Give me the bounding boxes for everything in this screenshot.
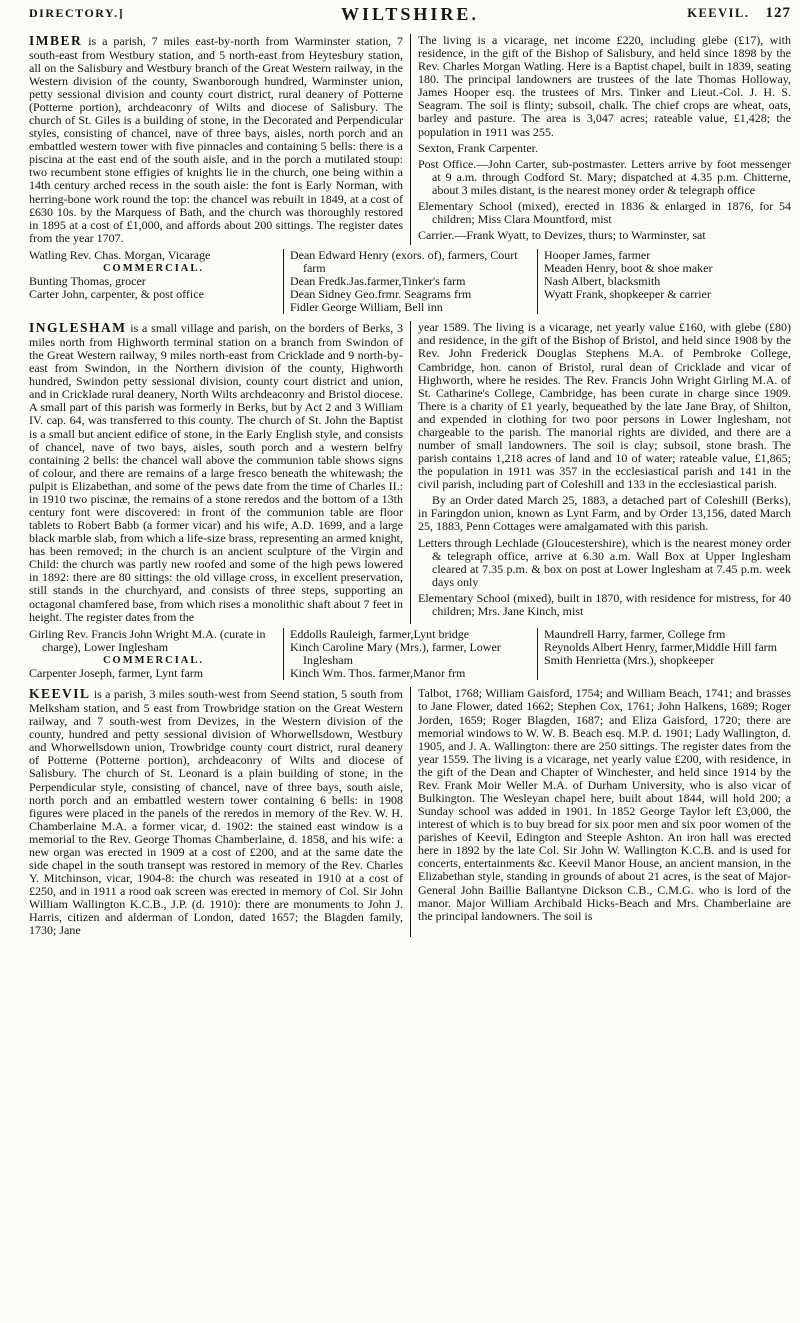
listing-column — [29, 628, 283, 681]
listing-entry: Hooper James, farmer — [543, 247, 651, 262]
listing-column — [283, 628, 537, 681]
header-parish-name: KEEVIL. — [687, 6, 750, 20]
listing-entry: Meaden Henry, boot & shoe maker — [543, 260, 713, 275]
left-column — [29, 34, 410, 245]
right-column — [410, 687, 791, 937]
hang-paragraph: Post Office.—John Carter, sub-postmaster. Letters arrive by foot messenger at 9 a.m. through Codford St. Mary; dispatched at 4.35 p.m. Chitterne, about 3 miles distant, is the nearest money order & telegraph office — [418, 156, 791, 197]
section-lead-word: INGLESHAM — [29, 320, 127, 336]
paragraph-text: is a parish, 7 miles east-by-north from Warminster station, 7 south-east from Westbury station, and 5 north-east from Heytesbury station, all on the Salisbury and Westbury branch of the Great Western railway, in the Western division of the county, Swanborough hundred, Warminster union, petty sessional division and county court district, rural deanery of Potterne (Potterne portion), archdeaconry of Wilts and diocese of Salisbury. The church of St. Giles is a building of stone, in the Decorated and Perpendicular styles, consisting of chancel, nave of three bays, aisles, north porch and an embattled western tower with five pinnacles and containing 5 bells: there is a piscina at the east end of the south aisle, and in the porch a mutilated stoup: two recumbent stone effigies of knights lie in the church, one being within a 14th century arched recess in the south aisle: the font is Early Norman, with herring-bone work round the top: the chancel was rebuilt in 1849, at a cost of £630 10s. by the Marquess of Bath, and the church was thoroughly restored in 1895 at a cost of £1,000, and affords about 200 sittings. The register dates from the year 1707. — [29, 34, 403, 245]
hang-paragraph: Carrier.—Frank Wyatt, to Devizes, thurs; to Warminster, sat — [418, 228, 706, 243]
listing-entry: Carter John, carpenter, & post office — [29, 287, 204, 302]
section-text-columns — [29, 687, 791, 937]
flow-paragraph: The living is a vicarage, net income £220, including glebe (£17), with residence, in the gift of the Bishop of Salisbury, and held since 1898 by the Rev. Charles Morgan Watling. Here is a Baptist chapel, built in 1839, seating 180. The principal landowners are trustees of the late Thomas Holloway, James Hooper esq. the trustees of Mrs. Tinker and Lieut.-Col. J. H. S. Seagram. The soil is flinty; subsoil, chalk. The chief crops are wheat, oats, barley and pasture. The area is 3,047 acres; rateable value, £1,428; the population in 1911 was 255. — [418, 33, 791, 139]
listing-entry: Kinch Wm. Thos. farmer,Manor frm — [289, 665, 466, 680]
residents-listing — [29, 628, 791, 681]
section-lead-word: KEEVIL — [29, 686, 91, 702]
commercial-heading: COMMERCIAL. — [102, 654, 205, 666]
paragraph-text: is a parish, 3 miles south-west from Seend station, 5 south from Melksham station, and 5 east from Trowbridge station on the Great Western railway, and 7 south-west from Devizes, in the Western division of the county, hundred and petty sessional division of Whorwellsdown, Westbury and Whorwellsdown union, Trowbridge county court district, rural deanery of Potterne (Potterne portion), archdeaconry of Wilts and diocese of Salisbury. The church of St. Leonard is a plain building of stone, in the Perpendicular style, consisting of chancel, nave of three bays, south aisle, north porch and an embattled western tower containing 6 bells: in 1908 figures were placed in the panels of the reredos in memory of the Rev. W. H. Chamberlaine M.A. a former vicar, d. 1902: the stained east window is a memorial to the Rev. George Thomas Chamberlaine, d. 1858, and his wife: a new organ was erected in 1909 at a cost of £200, and at the same date the side chapel in the south transept was restored in memory of the Rev. Charles Y. Mitchinson, vicar, 1904-8: the church was reseated in 1910 at a cost of £250, and in 1911 a rood oak screen was erected in memory of Col. Sir John William Wallington K.C.B., J.P. (d. 1910): there are monuments to John J. Harris, citizen and alderman of London, dated 1657; the Blagden family, 1730; Jane — [29, 687, 403, 938]
right-column — [410, 34, 791, 245]
listing-entry: Smith Henrietta (Mrs.), shopkeeper — [543, 652, 715, 667]
hang-paragraph: Elementary School (mixed), erected in 1836 & enlarged in 1876, for 54 children; Miss Clara Mountford, mist — [418, 198, 791, 227]
residents-listing — [29, 249, 791, 314]
listing-entry: Fidler George William, Bell inn — [289, 300, 443, 315]
commercial-heading: COMMERCIAL. — [102, 262, 205, 274]
header-county-title: WILTSHIRE. — [341, 4, 479, 24]
hang-paragraph: Elementary School (mixed), built in 1870, with residence for mistress, for 40 children; Mrs. Jane Kinch, mist — [418, 590, 791, 618]
listing-entry: Dean Fredk.Jas.farmer,Tinker's farm — [289, 274, 466, 289]
section-text-columns — [29, 34, 791, 245]
hang-paragraph: Letters through Lechlade (Gloucestershire), which is the nearest money order & telegraph office, arrive at 6.30 a.m. Wall Box at Upper Inglesham cleared at 7.35 p.m. & box on post at Lower Inglesham at 7.45 p.m. week days only — [418, 535, 791, 589]
listing-entry: Maundrell Harry, farmer, College frm — [543, 626, 726, 641]
header-parish-and-page — [687, 5, 791, 21]
listing-column — [29, 249, 283, 314]
listing-entry: Carpenter Joseph, farmer, Lynt farm — [29, 666, 204, 681]
flow-paragraph — [29, 321, 403, 623]
section-keevil — [29, 687, 791, 937]
section-inglesham — [29, 321, 791, 680]
listing-entry: Dean Sidney Geo.frmr. Seagrams frm — [289, 287, 472, 302]
page-number: 127 — [765, 5, 791, 21]
right-column — [410, 321, 791, 623]
listing-entry: Reynolds Albert Henry, farmer,Middle Hill farm — [543, 639, 777, 654]
flow-paragraph: Talbot, 1768; William Gaisford, 1754; and William Beach, 1741; and brasses to Jane Flower, dated 1662; Stephen Cox, 1761; John Halkens, 1689; Roger Jorden, 1659; Roger Blagden, 1687; and Eliza Gaisford, 1720; there are memorial windows to W. W. B. Beach esq. M.P. d. 1901; Lady Wallington, d. 1905, and J. A. Wallington: there are 250 sittings. The register dates from the year 1559. The living is a vicarage, net yearly value £200, with residence, in the gift of the Dean and Chapter of Winchester, and held since 1914 by the Rev. Frank Moir Weller M.A. of Durham University, who is also vicar of Bulkington. The Wesleyan chapel here, built about 1844, will hold 200; a Sunday school was added in 1901. In 1852 George Taylor left £3,000, the interest of which is to buy bread for six poor men and six poor women of the parishes of Keevil, Edington and Steeple Ashton. An iron hall was erected here in 1892 by the late Col. Sir John W. Wallington K.C.B. and is used for concerts, entertainments &c. Keevil Manor House, an ancient mansion, in the Elizabethan style, standing in grounds of about 21 acres, is the seat of Major-General John Baillie Ballantyne Dickson C.B., C.M.G. who is lord of the manor. Major William Archibald Hicks-Beach and Mrs. Chamberlaine are the principal landowners. The soil is — [418, 686, 791, 923]
section-lead-word: IMBER — [29, 33, 83, 48]
listing-entry: Girling Rev. Francis John Wright M.A. (curate in charge), Lower Inglesham — [29, 626, 266, 654]
section-text-columns — [29, 321, 791, 623]
left-column — [29, 321, 410, 623]
directory-sections — [29, 34, 791, 937]
listing-entry: Watling Rev. Chas. Morgan, Vicarage — [29, 247, 211, 262]
hang-paragraph: Sexton, Frank Carpenter. — [418, 140, 538, 155]
listing-column — [537, 249, 791, 314]
listing-entry: Dean Edward Henry (exors. of), farmers, Court farm — [289, 247, 518, 275]
listing-entry: Eddolls Rauleigh, farmer,Lynt bridge — [289, 626, 470, 641]
flow-paragraph — [29, 34, 403, 245]
header-directory-label: DIRECTORY.] — [29, 6, 125, 20]
page-header — [29, 5, 791, 27]
flow-paragraph: year 1589. The living is a vicarage, net yearly value £160, with glebe (£80) and residence, in the gift of the Bishop of Bristol, and held since 1908 by the Rev. John Frederick Douglas Stephens M.A. of Pembroke College, Cambridge, hon. canon of Bristol, rural dean of Cricklade and vicar of Highworth, where he resides. The Rev. Francis John Wright Girling M.A. of St. Catharine's College, Cambridge, has been curate in charge since 1909. There is a charity of £1 yearly, bequeathed by the late Jane Bray, of Shilton, and expended in clothing for two poor persons in Lower Inglesham, not chargeable to the parish. The manorial rights are divided, and there are a number of small landowners. The soil is clay; subsoil, stone brash. The parish contains 1,218 acres of land and 10 of water; rateable value, £1,865; the population in 1911 was 357 in the ecclesiastical parish and 141 in the civil parish, including part of Coleshill and 133 in the ecclesiastical parish. — [418, 320, 791, 492]
listing-column — [537, 628, 791, 681]
section-imber — [29, 34, 791, 314]
listing-column — [283, 249, 537, 314]
listing-entry: Bunting Thomas, grocer — [29, 274, 146, 289]
indent-paragraph: By an Order dated March 25, 1883, a detached part of Coleshill (Berks), in Faringdon union, known as Lynt Farm, and by Order 13,156, dated March 25, 1883, Penn Cottages were amalgamated with this parish. — [418, 493, 791, 534]
left-column — [29, 687, 410, 937]
listing-entry: Nash Albert, blacksmith — [543, 274, 661, 289]
listing-entry: Kinch Caroline Mary (Mrs.), farmer, Lower Inglesham — [289, 639, 501, 667]
listing-entry: Wyatt Frank, shopkeeper & carrier — [543, 287, 711, 302]
flow-paragraph — [29, 687, 403, 937]
paragraph-text: is a small village and parish, on the borders of Berks, 3 miles north from Highworth terminal station on a branch from Swindon of the Great Western railway, 9 miles north-east from Cricklade and 9 north-by-east from Swindon, in the Northern division of the county, Highworth hundred, Swindon petty sessional division, county court district and union, and in Cricklade rural deanery, North Wilts archdeaconry and Bristol diocese. A small part of this parish was formerly in Berks, but by Act 2 and 3 William IV. cap. 64, was transferred to this county. The church of St. John the Baptist is a small but ancient edifice of stone, in the Early English style, and consists of chancel, nave of two bays, aisles, south porch and a western belfry containing 2 bells: the chancel wall above the communion table shows signs of colour, and there are remains of a large fresco beneath the whitewash; the pulpit is Elizabethan, and some of the pews date from the time of Charles II.: in 1910 two piscinæ, the remains of a stone reredos and the bottom of a 13th century font were discovered: in front of the communion table are floor tablets to Robert Babb (a former vicar) and his wife, A.D. 1699, and a large black marble slab, from which a life-size brass, representing an armed knight, has been removed; in the church is an ancient sculpture of the Virgin and Child: the church was partly new roofed and some of the high pews lowered in 1892: there are 80 sittings: the old village cross, in excellent preservation, still stands in the churchyard, and consists of three steps, supporting an octagonal chamfered base, from which rises a monolithic shaft about 7 feet in height. The register dates from the — [29, 321, 403, 624]
